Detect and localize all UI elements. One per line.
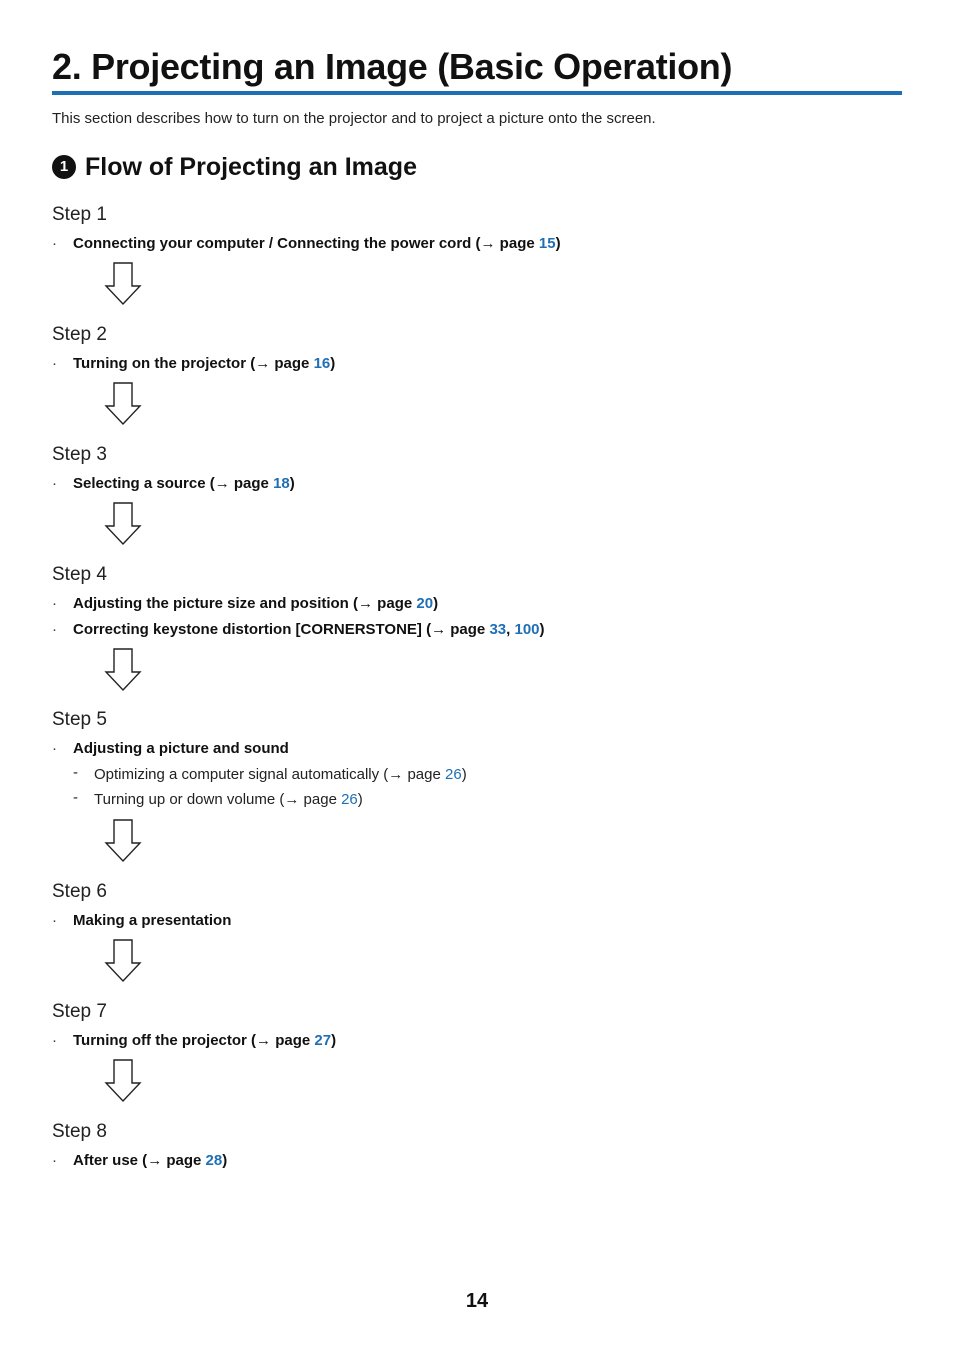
step-item [52,231,912,257]
step-1 [52,203,912,257]
arrow-symbol: → [388,766,404,783]
page-link[interactable]: 100 [514,621,540,638]
dash: - [73,764,78,781]
dash: - [73,789,78,806]
step-7 [52,1000,912,1054]
close-paren: ) [357,791,363,808]
arrow-symbol: → [255,355,271,372]
page-link[interactable]: 33 [489,621,507,638]
section-number-badge: 1 [52,155,76,179]
page-link[interactable]: 27 [314,1032,332,1049]
close-paren: ) [330,355,336,372]
step-6 [52,880,912,934]
page-word: page [270,355,314,372]
title-rule [52,91,902,95]
close-paren: ) [461,766,467,783]
item-text: After use ( [73,1152,148,1169]
bullet: · [52,475,57,492]
down-arrow-icon [104,819,142,863]
item-text: Adjusting a picture and sound [73,740,289,757]
step-label: Step 5 [52,709,107,730]
intro-text: This section describes how to turn on the projector and to project a picture onto the screen. [52,110,656,127]
page-link[interactable]: 20 [416,595,434,612]
arrow-symbol: → [358,595,374,612]
step-subitem [52,787,912,812]
bullet: · [52,1032,57,1049]
step-label: Step 3 [52,444,107,465]
step-item [52,351,912,377]
section-heading [52,150,417,184]
close-paren: ) [433,595,439,612]
bullet: · [52,621,57,638]
page-word: page [403,766,446,783]
page-separator: , [506,621,515,638]
page-word: page [162,1152,206,1169]
close-paren: ) [222,1152,228,1169]
step-label: Step 7 [52,1001,107,1022]
item-text: Selecting a source ( [73,475,215,492]
item-text: Turning on the projector ( [73,355,256,372]
subitem-text: Optimizing a computer signal automatically ( [94,766,389,783]
step-label: Step 6 [52,881,107,902]
down-arrow-icon [104,939,142,983]
close-paren: ) [555,235,561,252]
page-word: page [446,621,490,638]
down-arrow-icon [104,382,142,426]
bullet: · [52,355,57,372]
step-5 [52,708,912,812]
close-paren: ) [331,1032,337,1049]
item-text: Correcting keystone distortion [CORNERSTONE] ( [73,621,432,638]
subitem-text: Turning up or down volume ( [94,791,285,808]
step-label: Step 4 [52,564,107,585]
page-link[interactable]: 16 [313,355,331,372]
page-word: page [373,595,417,612]
arrow-symbol: → [256,1032,272,1049]
step-4 [52,563,912,643]
step-item [52,1028,912,1054]
arrow-symbol: → [214,475,230,492]
step-item [52,908,912,934]
step-label: Step 1 [52,204,107,225]
step-item [52,591,912,617]
bullet: · [52,740,57,757]
step-item [52,617,912,643]
step-item [52,736,912,762]
down-arrow-icon [104,648,142,692]
step-label: Step 2 [52,324,107,345]
bullet: · [52,912,57,929]
step-item [52,1148,912,1174]
step-item [52,471,912,497]
page-word: page [495,235,539,252]
page-title: 2. Projecting an Image (Basic Operation) [52,46,733,87]
page-number: 14 [465,1290,489,1312]
arrow-symbol: → [284,791,300,808]
page-link[interactable]: 26 [341,791,358,808]
page-link[interactable]: 28 [205,1152,223,1169]
close-paren: ) [539,621,545,638]
item-text: Connecting your computer / Connecting the power cord ( [73,235,481,252]
arrow-symbol: → [147,1152,163,1169]
item-text: Adjusting the picture size and position ( [73,595,359,612]
page-word: page [299,791,342,808]
page-word: page [229,475,274,492]
step-subitem [52,762,912,787]
step-3 [52,443,912,497]
arrow-symbol: → [431,621,447,638]
item-text: Making a presentation [73,912,232,929]
down-arrow-icon [104,1059,142,1103]
bullet: · [52,1152,57,1169]
arrow-symbol: → [480,235,496,252]
bullet: · [52,235,57,252]
step-label: Step 8 [52,1121,107,1142]
page-word: page [271,1032,315,1049]
down-arrow-icon [104,262,142,306]
close-paren: ) [289,475,295,492]
page-link[interactable]: 15 [538,235,556,252]
page-link[interactable]: 18 [273,475,290,492]
step-2 [52,323,912,377]
page-link[interactable]: 26 [445,766,462,783]
step-8 [52,1120,912,1174]
bullet: · [52,595,57,612]
section-heading-text: Flow of Projecting an Image [85,153,417,181]
item-text: Turning off the projector ( [73,1032,257,1049]
down-arrow-icon [104,502,142,546]
